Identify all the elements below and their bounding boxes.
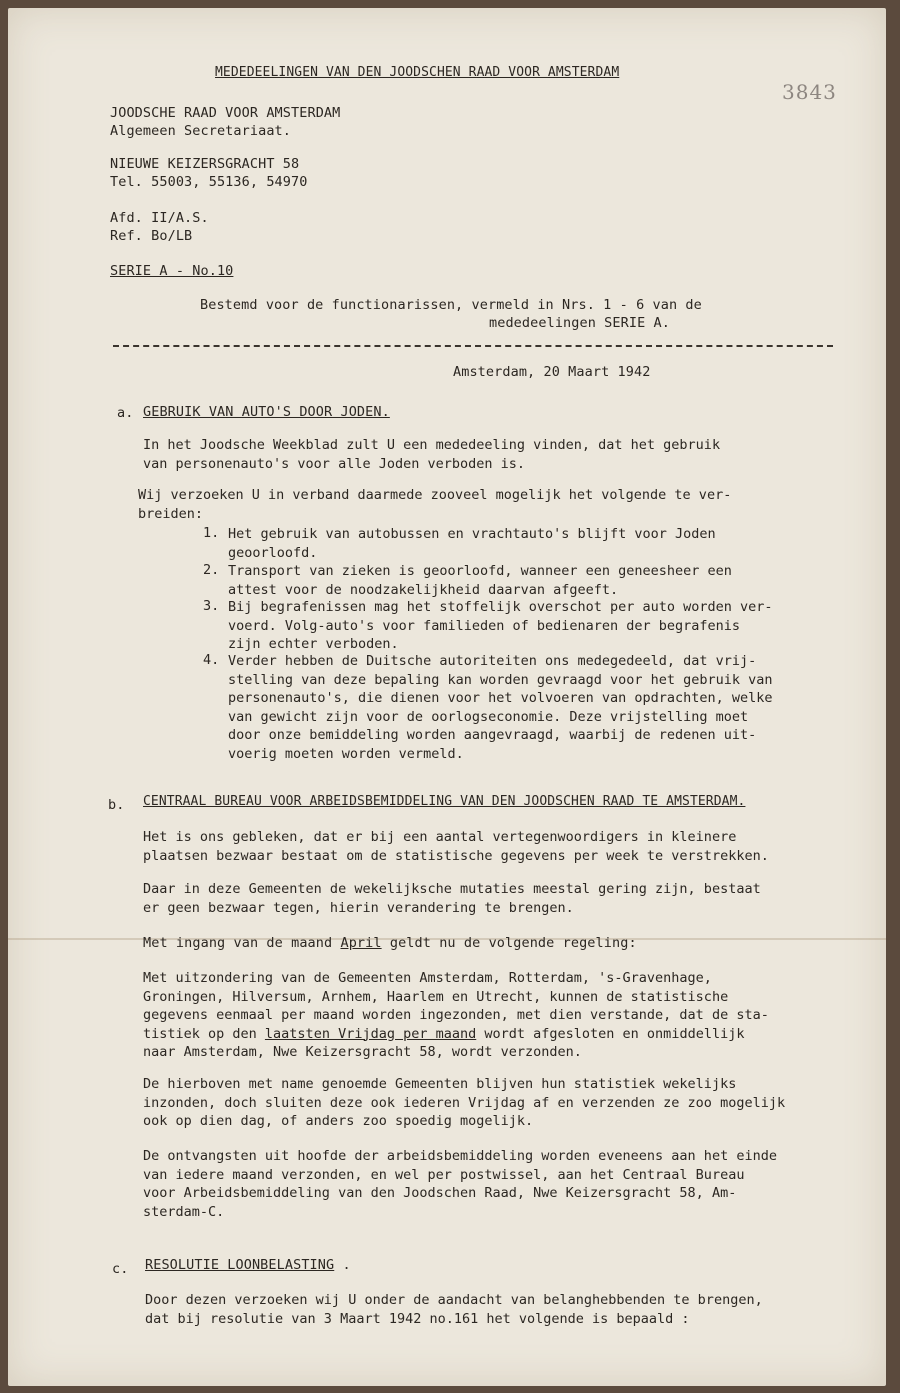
list-item-text: Het gebruik van autobussen en vrachtauto's blijft voor Joden geoorloofd. bbox=[228, 526, 716, 561]
list-item-number: 1. bbox=[203, 525, 220, 541]
section-a-para-1 bbox=[143, 436, 720, 473]
intended-line-2: mededeelingen SERIE A. bbox=[489, 315, 671, 331]
section-c-heading bbox=[145, 1256, 351, 1275]
sender-address: NIEUWE KEIZERSGRACHT 58 bbox=[110, 156, 300, 172]
sender-tel: Tel. 55003, 55136, 54970 bbox=[110, 174, 308, 190]
para-4b-underlined: laatsten Vrijdag per maand bbox=[264, 1025, 477, 1042]
section-b-para-5 bbox=[143, 1075, 785, 1131]
sender-ref: Ref. Bo/LB bbox=[110, 228, 193, 244]
section-b-para-1-text: Het is ons gebleken, dat er bij een aantal vertegenwoordigers in kleinere plaatsen bezwaar bestaat om de statistische gegevens per week te verstrekken. bbox=[143, 829, 769, 864]
list-item-text: Bij begrafenissen mag het stoffelijk overschot per auto worden ver- voerd. Volg-auto's voor familieden of bedienaren der begrafenis zijn echter verboden. bbox=[228, 599, 773, 652]
list-item-text: Transport van zieken is geoorloofd, wanneer een geneesheer een attest voor de noodzakelijkheid daarvan afgeeft. bbox=[228, 563, 732, 598]
document-date: Amsterdam, 20 Maart 1942 bbox=[453, 364, 651, 380]
list-item-number: 4. bbox=[203, 652, 220, 668]
section-b-para-6 bbox=[143, 1147, 777, 1221]
section-b-para-4b-text bbox=[143, 1025, 769, 1044]
section-b-para-1 bbox=[143, 828, 769, 865]
section-b-para-4c-text: naar Amsterdam, Nwe Keizersgracht 58, wordt verzonden. bbox=[143, 1044, 582, 1060]
sender-org: JOODSCHE RAAD VOOR AMSTERDAM bbox=[110, 105, 341, 121]
para-4b-post: wordt afgesloten en onmiddellijk bbox=[476, 1025, 745, 1042]
section-b-para-3 bbox=[143, 934, 637, 953]
section-a-title: GEBRUIK VAN AUTO'S DOOR JODEN. bbox=[143, 404, 390, 420]
section-c-title: RESOLUTIE LOONBELASTING bbox=[145, 1257, 335, 1273]
para-3-underlined: April bbox=[340, 935, 382, 951]
section-b-para-4 bbox=[143, 969, 769, 1062]
series-number: SERIE A - No.10 bbox=[110, 263, 234, 279]
section-b-para-4a-text: Met uitzondering van de Gemeenten Amsterdam, Rotterdam, 's-Gravenhage, Groningen, Hilversum, Arnhem, Haarlem en Utrecht, kunnen de statistische gegevens eenmaal per maand worden ingezonden, met dien verstande, dat de sta- bbox=[143, 970, 769, 1023]
top-heading: MEDEDEELINGEN VAN DEN JOODSCHEN RAAD VOOR AMSTERDAM bbox=[215, 65, 620, 80]
section-c-title-suffix: . bbox=[334, 1257, 351, 1273]
section-c-para-1-text: Door dezen verzoeken wij U onder de aandacht van belanghebbenden te brengen, dat bij resolutie van 3 Maart 1942 no.161 het volgende is bepaald : bbox=[145, 1292, 763, 1327]
archive-number: 3843 bbox=[782, 80, 837, 104]
divider bbox=[113, 345, 833, 347]
para-3-pre: Met ingang van de maand bbox=[143, 935, 341, 951]
section-a-para-2-text: Wij verzoeken U in verband daarmede zooveel mogelijk het volgende te ver- breiden: bbox=[138, 487, 732, 522]
section-c-para-1 bbox=[145, 1291, 763, 1328]
list-item-number: 2. bbox=[203, 562, 220, 578]
intended-line-1: Bestemd voor de functionarissen, vermeld in Nrs. 1 - 6 van de bbox=[200, 297, 702, 313]
section-b-para-5-text: De hierboven met name genoemde Gemeenten blijven hun statistiek wekelijks inzonden, doch sluiten deze ook iederen Vrijdag af en verzenden ze zoo mogelijk ook op dien dag, of anders zoo spoedig mogelijk. bbox=[143, 1076, 786, 1129]
sender-dept: Algemeen Secretariaat. bbox=[110, 123, 292, 139]
section-b-letter: b. bbox=[108, 797, 125, 813]
section-a-letter: a. bbox=[117, 405, 134, 421]
section-a-para-2 bbox=[138, 486, 731, 523]
list-item-number: 3. bbox=[203, 598, 220, 614]
sender-afd: Afd. II/A.S. bbox=[110, 210, 209, 226]
section-c-letter: c. bbox=[112, 1261, 129, 1277]
section-b-para-6-text: De ontvangsten uit hoofde der arbeidsbemiddeling worden eveneens aan het einde van iedere maand verzonden, en wel per postwissel, aan het Centraal Bureau voor Arbeidsbemiddeling van den Joodschen Raad, Nwe Keizersgracht 58, Am- sterdam-C. bbox=[143, 1148, 777, 1220]
section-a-para-1-text: In het Joodsche Weekblad zult U een mededeeling vinden, dat het gebruik van personenauto's voor alle Joden verboden is. bbox=[143, 437, 721, 472]
list-item-text: Verder hebben de Duitsche autoriteiten ons medegedeeld, dat vrij- stelling van deze bepaling kan worden gevraagd voor het gebruik van personenauto's, die dienen voor het volvoeren van opdrachten, welke van gewicht zijn voor de oorlogseconomie. Deze vrijstelling moet door onze bemiddeling worden aangevraagd, waarbij de redenen uit- voerig moeten worden vermeld. bbox=[228, 653, 773, 762]
para-4b-pre: tistiek op den bbox=[143, 1025, 265, 1042]
section-b-para-2-text: Daar in deze Gemeenten de wekelijksche mutaties meestal gering zijn, bestaat er geen bezwaar tegen, hierin verandering te brengen. bbox=[143, 881, 761, 916]
section-b-title: CENTRAAL BUREAU VOOR ARBEIDSBEMIDDELING VAN DEN JOODSCHEN RAAD TE AMSTERDAM. bbox=[143, 794, 746, 809]
section-b-para-2 bbox=[143, 880, 761, 917]
para-3-post: geldt nu de volgende regeling: bbox=[381, 935, 637, 951]
